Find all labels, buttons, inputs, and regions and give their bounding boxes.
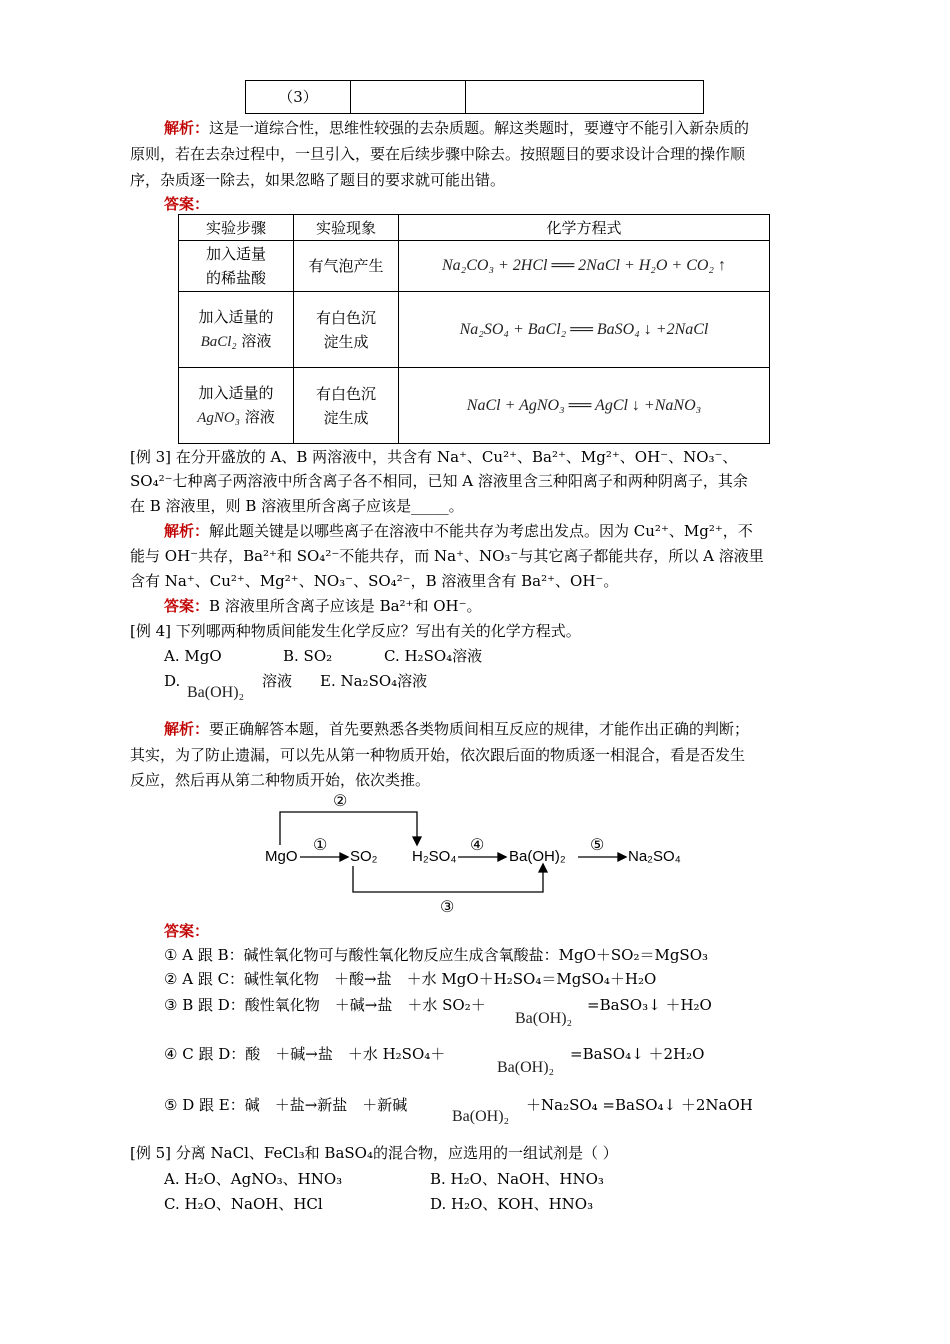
node-h2so4: H₂SO₄: [412, 848, 457, 865]
ex2-answer-label: 答案：: [164, 195, 210, 213]
ex2-analysis-line3: 序，杂质逐一除去，如果忽略了题目的要求就可能出错。: [130, 171, 506, 189]
ex3-analysis-line2: 能与 OH⁻共存，Ba²⁺和 SO₄²⁻不能共存，而 Na⁺、NO₃⁻与其它离子都能共存，所以 A 溶液里: [130, 547, 764, 565]
label-4: ④: [470, 835, 485, 854]
ex4-answer-5-post: ＋Na₂SO₄ =BaSO₄↓ ＋2NaOH: [526, 1096, 753, 1114]
arrow-1-head: [340, 853, 348, 861]
ex4-answer-3-pre: ③ B 跟 D：酸性氧化物 ＋碱→盐 ＋水 SO₂＋: [164, 996, 486, 1014]
label-2: ②: [333, 791, 348, 810]
ex4-answer-2: ② A 跟 C：碱性氧化物 ＋酸→盐 ＋水 MgO＋H₂SO₄＝MgSO₄＋H₂O: [164, 970, 657, 988]
ex2-analysis-line1: 解析：这是一道综合性，思维性较强的去杂质题。解这类题时，要遵守不能引入新杂质的: [164, 119, 750, 137]
phenomenon-cell: 有气泡产生: [294, 241, 399, 292]
equation-cell: Na₂SO₄ + BaCl₂ ══ BaSO₄ ↓ +2NaCl: [399, 292, 770, 368]
header-step: 实验步骤: [179, 215, 294, 241]
phenomenon-cell: 有白色沉 淀生成: [294, 292, 399, 368]
step-cell: 加入适量的 BaCl₂ 溶液: [179, 292, 294, 368]
ex4-answer-4-post: =BaSO₄↓ ＋2H₂O: [570, 1045, 705, 1063]
ex4-answer-5-formula: Ba(OH)₂: [452, 1108, 510, 1125]
ex3-analysis-line3: 含有 Na⁺、Cu²⁺、Mg²⁺、NO₃⁻、SO₄²⁻，B 溶液里含有 Ba²⁺、OH⁻。: [130, 572, 619, 590]
arrow-3: [353, 866, 543, 892]
ex4-answer-1: ① A 跟 B：碱性氧化物可与酸性氧化物反应生成含氧酸盐：MgO＋SO₂＝MgSO₃: [164, 946, 709, 964]
answer-label: 答案：: [164, 597, 210, 615]
node-na2so4: Na₂SO₄: [628, 848, 681, 865]
ex3-question-line1: [例 3] 在分开盛放的 A、B 两溶液中，共含有 Na⁺、Cu²⁺、Ba²⁺、Mg²⁺、OH⁻、NO₃⁻、: [130, 448, 738, 466]
equation-cell: NaCl + AgNO₃ ══ AgCl ↓ +NaNO₃: [399, 368, 770, 444]
node-so2: SO₂: [350, 848, 378, 865]
ex4-option-d-formula: Ba(OH)₂: [187, 684, 245, 701]
ex4-option-a: A. MgO: [164, 647, 222, 665]
ex3-analysis-line1: 解析：解此题关键是以哪些离子在溶液中不能共存为考虑出发点。因为 Cu²⁺、Mg²⁺，不: [164, 522, 753, 540]
arrow-5-head: [618, 853, 626, 861]
ex3-question-line3: 在 B 溶液里，则 B 溶液里所含离子应该是_____。: [130, 497, 464, 515]
ex4-option-b: B. SO₂: [283, 647, 333, 665]
ex4-answer-3-formula: Ba(OH)₂: [515, 1010, 573, 1027]
ex3-answer: 答案：B 溶液里所含离子应该是 Ba²⁺和 OH⁻。: [164, 597, 482, 615]
ex4-answer-3-post: =BaSO₃↓ ＋H₂O: [587, 996, 712, 1014]
ex5-option-b: B. H₂O、NaOH、HNO₃: [430, 1170, 604, 1188]
ex4-question: [例 4] 下列哪两种物质间能发生化学反应？写出有关的化学方程式。: [130, 622, 581, 640]
equation-cell: Na₂CO₃ + 2HCl ══ 2NaCl + H₂O + CO₂ ↑: [399, 241, 770, 292]
arrow-2-head: [413, 837, 421, 845]
ex2-analysis-line2: 原则，若在去杂过程中，一旦引入，要在后续步骤中除去。按照题目的要求设计合理的操作顺: [130, 145, 746, 163]
ex5-option-c: C. H₂O、NaOH、HCl: [164, 1195, 323, 1213]
ex5-question: [例 5] 分离 NaCl、FeCl₃和 BaSO₄的混合物，应选用的一组试剂是（ ）: [130, 1144, 618, 1162]
ex5-option-d: D. H₂O、KOH、HNO₃: [430, 1195, 594, 1213]
ex4-analysis-line1: 解析：要正确解答本题，首先要熟悉各类物质间相互反应的规律，才能作出正确的判断；: [164, 720, 750, 738]
ex4-option-e: E. Na₂SO₄溶液: [320, 672, 428, 690]
ex5-option-a: A. H₂O、AgNO₃、HNO₃: [164, 1170, 343, 1188]
ex4-analysis-line3: 反应，然后再从第二种物质开始，依次类推。: [130, 771, 431, 789]
analysis-label: 解析：: [164, 720, 210, 738]
top-table-row-label: （3）: [246, 81, 351, 114]
ex4-option-d-suffix: 溶液: [262, 672, 293, 690]
arrow-4-head: [498, 853, 506, 861]
ex4-option-c: C. H₂SO₄溶液: [384, 647, 483, 665]
label-3: ③: [440, 897, 455, 916]
label-1: ①: [313, 835, 328, 854]
analysis-label: 解析：: [164, 119, 210, 137]
step-cell: 加入适量 的稀盐酸: [179, 241, 294, 292]
ex4-option-d-label: D.: [164, 672, 181, 690]
node-mgo: MgO: [265, 848, 298, 865]
header-equation: 化学方程式: [399, 215, 770, 241]
ex4-answer-4-formula: Ba(OH)₂: [497, 1059, 555, 1076]
node-baoh2: Ba(OH)₂: [509, 848, 566, 865]
arrow-2: [280, 812, 417, 845]
step-cell: 加入适量的 AgNO₃ 溶液: [179, 368, 294, 444]
ex4-analysis-line2: 其实，为了防止遗漏，可以先从第一种物质开始，依次跟后面的物质逐一相混合，看是否发生: [130, 746, 746, 764]
label-5: ⑤: [590, 835, 605, 854]
ex4-answer-4-pre: ④ C 跟 D：酸 ＋碱→盐 ＋水 H₂SO₄＋: [164, 1045, 446, 1063]
header-phenomenon: 实验现象: [294, 215, 399, 241]
ex3-question-line2: SO₄²⁻七种离子两溶液中所含离子各不相同，已知 A 溶液里含三种阳离子和两种阴离子，其余: [130, 472, 748, 490]
ex4-answer-5-pre: ⑤ D 跟 E：碱 ＋盐→新盐 ＋新碱: [164, 1096, 408, 1114]
phenomenon-cell: 有白色沉 淀生成: [294, 368, 399, 444]
ex4-answer-label: 答案：: [164, 922, 210, 940]
analysis-label: 解析：: [164, 522, 210, 540]
